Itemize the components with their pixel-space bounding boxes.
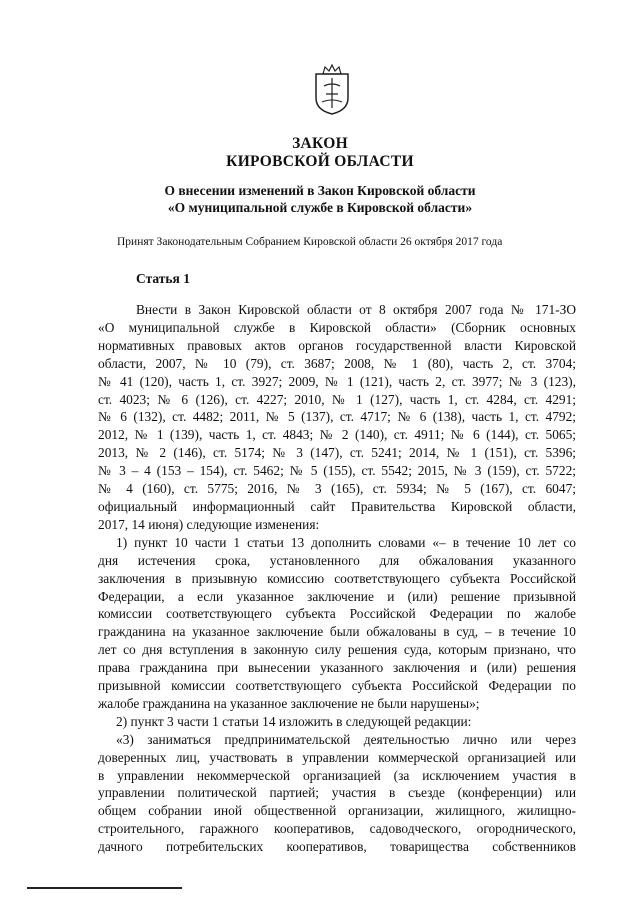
text-line: в управлении некоммерческой организацией (за исключением участия в <box>98 767 576 783</box>
adoption-statement: Принят Законодательным Собранием Кировской области 26 октября 2017 года <box>117 236 503 248</box>
law-subtitle-line-1: О внесении изменений в Закон Кировской области <box>164 183 476 198</box>
text-line: «О муниципальной службе в Кировской области» (Сборник основных <box>98 319 576 335</box>
text-line: нормативных правовых актов органов государственной власти Кировской <box>98 337 576 353</box>
text-line: 2017, 14 июня) следующие изменения: <box>98 516 320 532</box>
text-line: комиссии соответствующего субъекта Российской Федерации по жалобе <box>98 606 576 622</box>
law-subtitle-line-2: «О муниципальной службе в Кировской области» <box>167 200 473 215</box>
text-line: жалобе гражданина на указанное заключение не были нарушены»; <box>98 695 480 711</box>
text-line: № 6 (132), ст. 4482; 2011, № 5 (137), ст. 4717; № 6 (138), часть 1, ст. 4792; <box>98 409 576 425</box>
text-line: дачного потребительских кооперативов, товарищества собственников <box>98 839 576 855</box>
text-line: 2013, № 2 (146), ст. 5174; № 3 (147), ст. 5241; 2014, № 1 (151), ст. 5396; <box>98 445 576 461</box>
text-line: лет со дня вступления в законную силу решения суда, которым признано, что <box>98 642 576 658</box>
text-line: ст. 4023; № 6 (126), ст. 4227; 2010, № 1 (127), часть 1, ст. 4284, ст. 4291; <box>98 391 576 407</box>
article-body <box>98 301 576 856</box>
text-line: общем собрании иной общественной организации, жилищного, жилищно- <box>98 803 576 819</box>
footnote-divider <box>27 887 182 889</box>
text-line: управлении политической партией; участия в съезде (конференции) или <box>98 785 576 801</box>
text-line: Внести в Закон Кировской области от 8 октября 2007 года № 171-ЗО <box>136 302 576 317</box>
text-line: призывной комиссии соответствующего субъекта Российской Федерации по <box>98 678 576 694</box>
text-line: № 41 (120), часть 1, ст. 3927; 2009, № 1 (121), часть 2, ст. 3977; № 3 (123), <box>98 373 576 389</box>
article-heading: Статья 1 <box>136 271 190 286</box>
text-line: области, 2007, № 10 (79), ст. 3687; 2008, № 1 (80), часть 2, ст. 3704; <box>98 355 576 371</box>
text-line: 2) пункт 3 части 1 статьи 14 изложить в следующей редакции: <box>116 713 472 729</box>
text-line: дня истечения срока, установленного для обжалования указанного <box>98 552 576 568</box>
text-line: права гражданина при вынесении указанного заключения и (или) решения <box>98 660 576 676</box>
law-region-title: КИРОВСКОЙ ОБЛАСТИ <box>226 153 414 170</box>
coat-of-arms-emblem-icon <box>312 64 352 116</box>
text-line: 1) пункт 10 части 1 статьи 13 дополнить словами «– в течение 10 лет со <box>116 534 576 550</box>
text-line: № 3 – 4 (153 – 154), ст. 5462; № 5 (155), ст. 5542; 2015, № 3 (159), ст. 5722; <box>98 463 576 479</box>
text-line: официальный информационный сайт Правительства Кировской области, <box>98 498 576 514</box>
text-line: доверенных лиц, участвовать в управлении коммерческой организацией или <box>98 749 576 765</box>
text-line: «3) заниматься предпринимательской деятельностью лично или через <box>116 731 576 747</box>
text-line: строительного, гаражного кооперативов, садоводческого, огороднического, <box>98 821 576 837</box>
text-line: гражданина на указанное заключение были обжалованы в суд, – в течение 10 <box>98 624 576 640</box>
text-line: Федерации, а если указанное заключение и (или) решение призывной <box>98 588 576 604</box>
text-line: 2012, № 1 (139), часть 1, ст. 4843; № 2 (140), ст. 4911; № 6 (144), ст. 5065; <box>98 427 576 443</box>
law-title: ЗАКОН <box>292 135 348 152</box>
text-line: заключения в призывную комиссию соответствующего субъекта Российской <box>98 570 576 586</box>
text-line: № 4 (160), ст. 5775; 2016, № 3 (165), ст. 5934; № 5 (167), ст. 6047; <box>98 481 576 497</box>
